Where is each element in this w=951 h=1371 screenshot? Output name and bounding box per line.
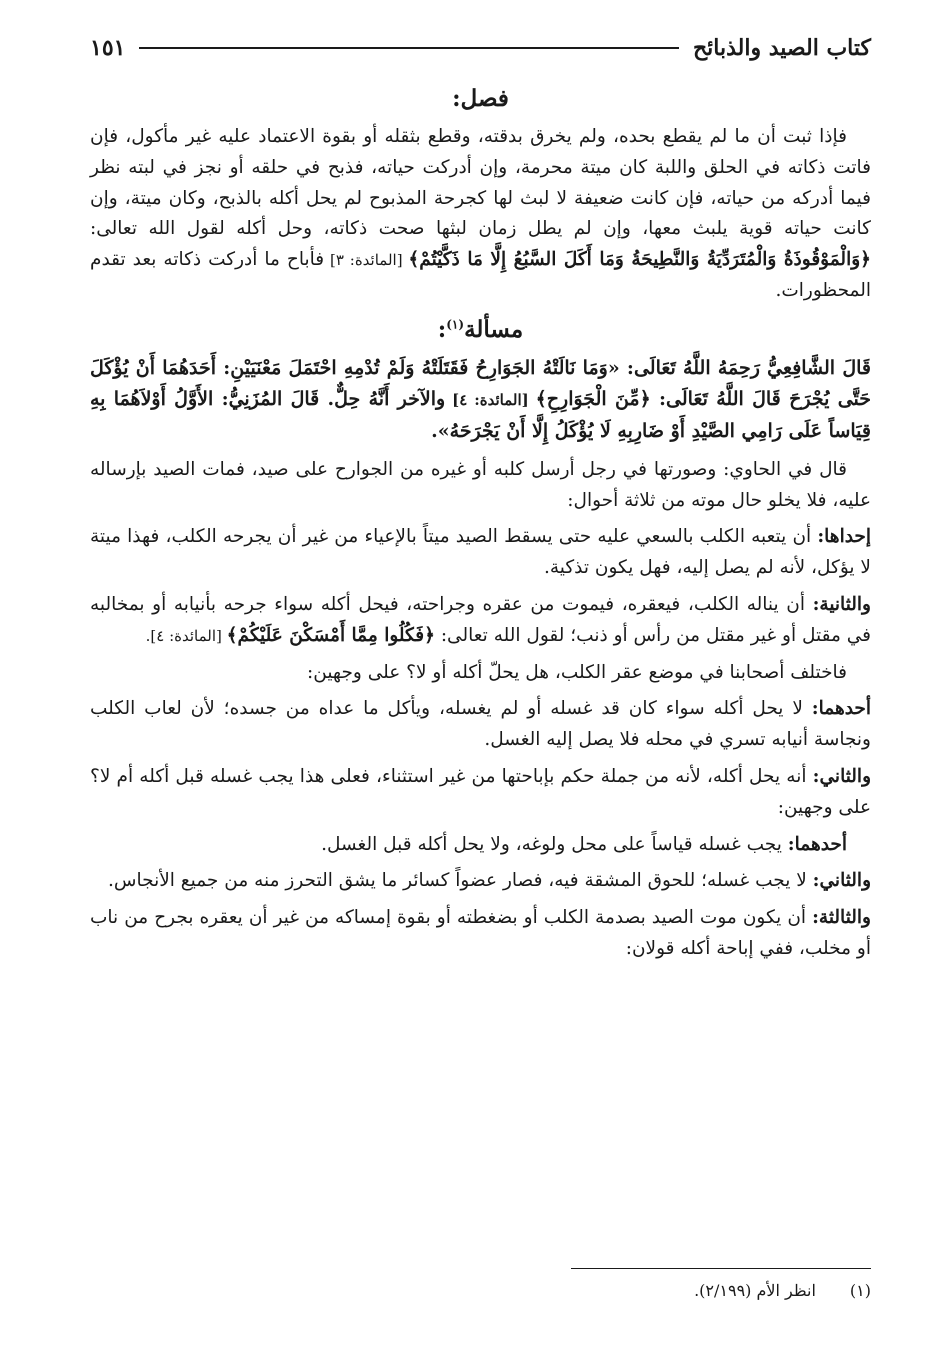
case-three-text: أن يكون موت الصيد بصدمة الكلب أو بضغطته أو بقوة إمساكه من غير أن يعقره بجرح من ناب أو مخلب، ففي إباحة أكله قولان: bbox=[90, 907, 871, 959]
masala-verse: ﴿مِّنَ الْجَوَارِحِ﴾ bbox=[535, 387, 651, 410]
section-title-fasl: فصل: bbox=[452, 85, 509, 112]
quran-verse: ﴿وَالْمَوْقُوذَةُ وَالْمُتَرَدِّيَةُ وَالنَّطِيحَةُ وَمَا أَكَلَ السَّبُعُ إِلَّا مَا ذَكَّيْتُمْ﴾ bbox=[408, 249, 871, 271]
view-one-label: أحدهما: bbox=[811, 698, 871, 720]
paragraph-text: فإذا ثبت أن ما لم يقطع بحده، ولم يخرق بدقته، وقطع بثقله أو بقوة الاعتماد عليه غير مأكول، فإن فاتت ذكاته في الحلق واللبة كان ميتة محرمة، وإن أدركت حياته، فذبح في حلقه أو نجز في لبته نظر فيما أدركه من حياته، فإن كانت ضعيفة لا لبث لها كجرحة المذبوح لم يحل أكله بالذبح، وكان ميتة، وإن كانت حياته قوية يلبث معها، وإن لم يطل زمان لبثها صحت ذكاته، وحل أكله لقول الله تعالى: bbox=[90, 126, 871, 240]
view-one-paragraph bbox=[90, 694, 871, 756]
masala-text-b: والآخر أَنَّهُ حِلٌّ. قَالَ المُزَنِيُّ: الأَوَّلُ أَوْلاَهُمَا بِهِ قِيَاساً عَلَى رَامِي الصَّيْدِ أَوْ ضَارِبِهِ لَا يُؤْكَلُ إِلَّا أَنْ يَجْرَحَهُ». bbox=[90, 387, 871, 442]
footnote-rule bbox=[571, 1268, 871, 1269]
sub-view-two-paragraph bbox=[90, 866, 871, 897]
disagreement-paragraph: فاختلف أصحابنا في موضع عقر الكلب، هل يحلّ أكله أو لا؟ على وجهين: bbox=[307, 661, 847, 683]
case-one-text: أن يتعبه الكلب بالسعي عليه حتى يسقط الصيد ميتاً بالإعياء من غير أن يجرحه الكلب، فهذا ميتة لا يؤكل، لأنه لم يصل إليه، فهل يكون تذكية. bbox=[90, 526, 871, 579]
case-three-paragraph bbox=[90, 903, 871, 965]
verse-reference: [المائدة: ٣] bbox=[324, 251, 409, 270]
masala-text-a: قَالَ الشَّافِعِيُّ رَحِمَهُ اللَّهُ تَعَالَى: «وَمَا نَالَتْهُ الجَوَارِحُ فَقَتَلَتْهُ وَلَمْ تُدْمِهِ احْتَمَلَ مَعْنَيَيْنِ: أَحَدَهُمَا أَنْ يُؤْكَلَ حَتَّى يُجْرَحَ قَالَ اللَّهُ تَعَالَى: bbox=[90, 356, 872, 410]
masala-verse-reference: [المائدة: ٤] bbox=[445, 390, 536, 409]
header-rule bbox=[139, 47, 678, 49]
case-one-paragraph bbox=[90, 522, 871, 584]
case-two-reference: [المائدة: ٤]. bbox=[145, 626, 227, 645]
sub-view-one-text: يجب غسله قياساً على محل ولوغه، ولا يحل أكله قبل الغسل. bbox=[321, 833, 788, 855]
page-body bbox=[90, 82, 871, 971]
view-two-text: أنه يحل أكله، لأنه من جملة حكم بإباحتها من غير استثناء، فعلى هذا يجب غسله قبل أكله أم لا؟ على وجهين: bbox=[90, 765, 871, 818]
sub-view-two-text: لا يجب غسله؛ للحوق المشقة فيه، فصار عضواً كسائر ما يشق التحرز منه من جميع الأنجاس. bbox=[108, 870, 813, 892]
section-paragraph bbox=[90, 122, 871, 307]
view-one-text: لا يحل أكله سواء كان قد غسله أو لم يغسله، ويأكل ما عداه من جسده؛ لأن لعاب الكلب ونجاسة أنيابه تسري في محله فلا يصل إليه الغسل. bbox=[90, 698, 871, 751]
view-two-label: والثاني: bbox=[812, 765, 871, 787]
footnote bbox=[90, 1278, 871, 1304]
case-two-paragraph bbox=[90, 590, 871, 652]
footnote-number: (١) bbox=[849, 1281, 871, 1300]
case-three-label: والثالثة: bbox=[812, 907, 871, 929]
masala-title-text: مسألة bbox=[464, 315, 524, 343]
case-two-verse: ﴿فَكُلُوا مِمَّا أَمْسَكْنَ عَلَيْكُمْ﴾ bbox=[226, 624, 435, 646]
footnote-marker: (١) bbox=[446, 317, 465, 332]
masala-text bbox=[90, 353, 871, 447]
masala-title bbox=[90, 313, 871, 347]
page-number: ١٥١ bbox=[90, 35, 126, 61]
footnote-text: انظر الأم (٢/١٩٩). bbox=[694, 1281, 816, 1300]
book-title: كتاب الصيد والذبائح bbox=[692, 35, 871, 61]
sub-view-two-label: والثاني: bbox=[812, 870, 871, 892]
case-one-label: إحداها: bbox=[817, 526, 871, 548]
case-two-label: والثانية: bbox=[812, 593, 871, 615]
page-header bbox=[90, 30, 871, 66]
sub-view-one-paragraph bbox=[90, 830, 871, 861]
case-two-text: أن يناله الكلب، فيعقره، فيموت من عقره وجراحته، فيحل أكله سواء جرحه بأنيابه أو بمخالبه في مقتل أو غير مقتل من رأس أو ذنب؛ لقول الله تعالى: bbox=[90, 593, 871, 646]
paragraph-tail: فأباح ما أدركت ذكاته بعد تقدم المحظورات. bbox=[90, 249, 871, 301]
masala-colon: : bbox=[437, 315, 447, 343]
view-two-paragraph bbox=[90, 762, 871, 824]
sub-view-one-label: أحدهما: bbox=[787, 833, 847, 855]
intro-paragraph: قال في الحاوي: وصورتها في رجل أرسل كلبه أو غيره من الجوارح على صيد، فمات الصيد بإرساله عليه، فلا يخلو حال موته من ثلاثة أحوال: bbox=[90, 458, 871, 511]
